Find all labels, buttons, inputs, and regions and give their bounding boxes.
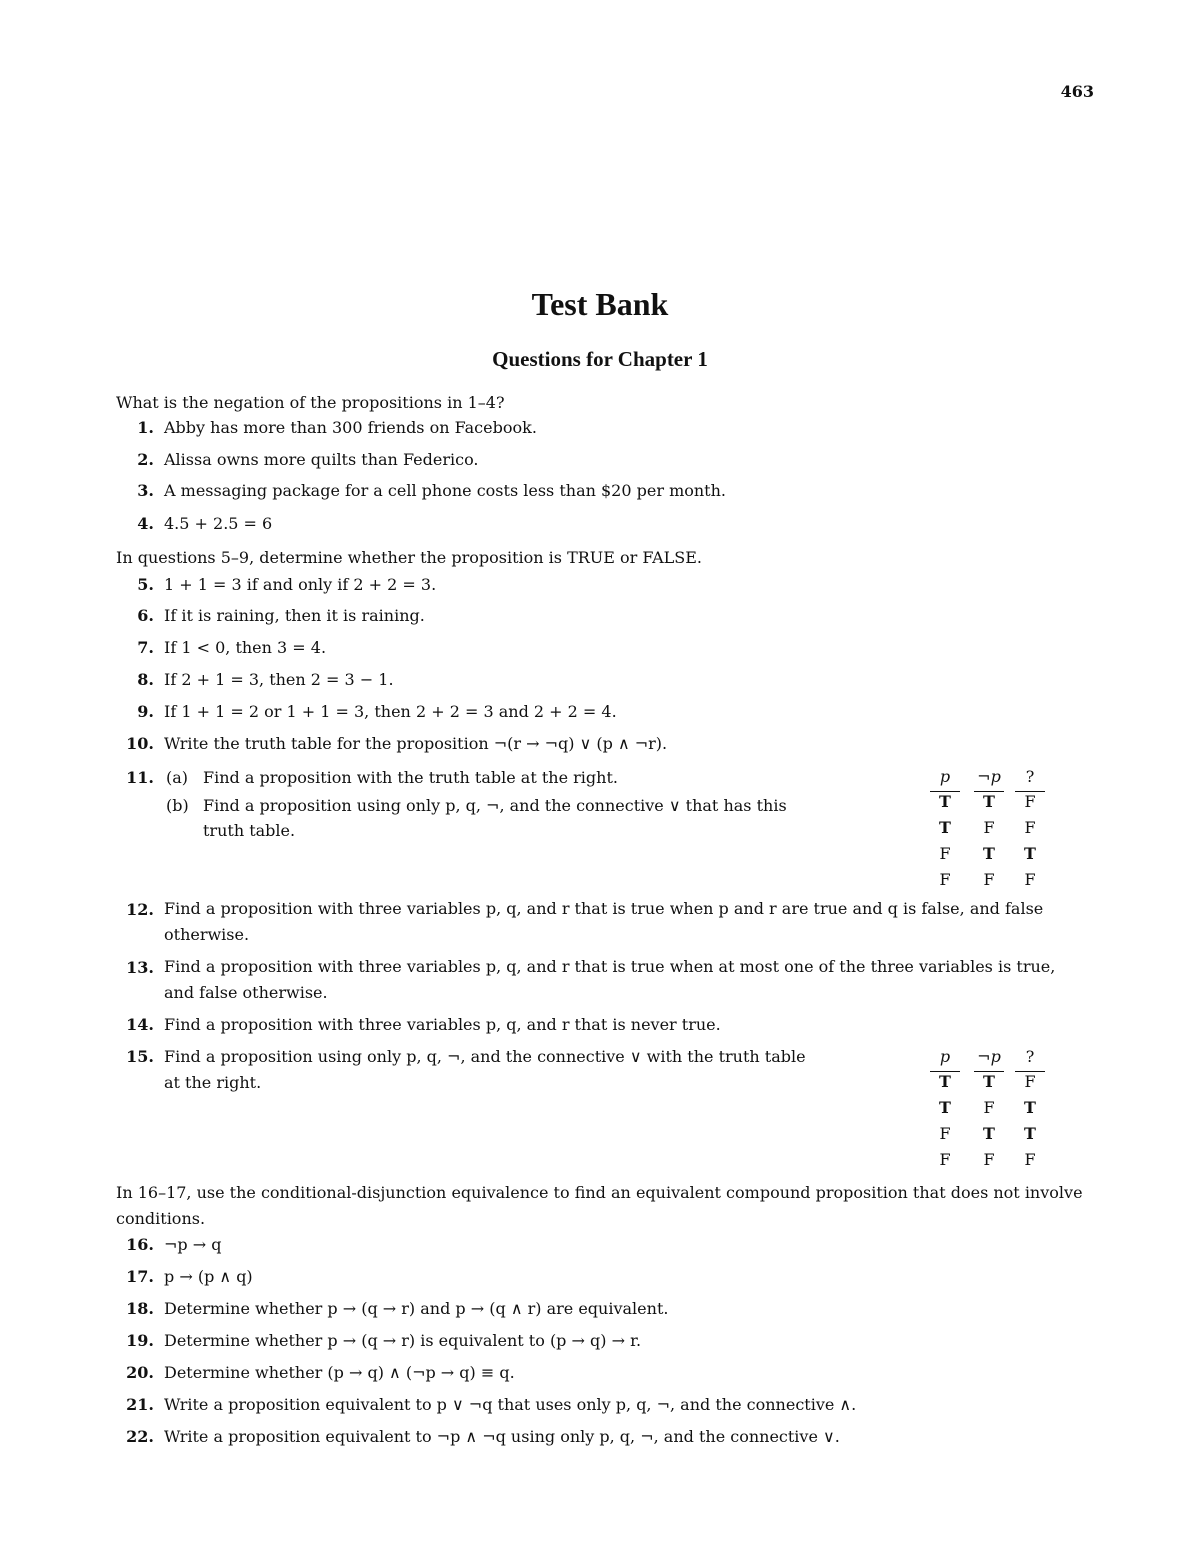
question-text: Determine whether p → (q → r) is equivalent to (p → q) → r. <box>164 1331 642 1350</box>
part-b-label: (b) <box>166 796 189 815</box>
table-cell: F <box>983 870 995 889</box>
part-a-label: (a) <box>166 768 189 787</box>
table-cell: T <box>1024 1124 1036 1143</box>
part-b-text-continued: truth table. <box>203 821 296 840</box>
table-cell: T <box>1024 844 1036 863</box>
question-number: 7. <box>137 638 154 657</box>
header-cell: ¬p <box>977 1047 1001 1066</box>
question-number: 8. <box>137 670 154 689</box>
table-cell: T <box>939 1098 951 1117</box>
question-number: 9. <box>137 702 154 721</box>
question-number: 6. <box>137 606 154 625</box>
page-title: Test Bank <box>531 286 669 322</box>
question-number: 2. <box>137 450 154 469</box>
question-text: If it is raining, then it is raining. <box>164 606 425 625</box>
table-cell: T <box>983 1124 995 1143</box>
table-cell: T <box>983 1072 995 1091</box>
question-text: Write a proposition equivalent to p ∨ ¬q that uses only p, q, ¬, and the connective ∧. <box>164 1395 857 1414</box>
intro-truth-values: In questions 5–9, determine whether the proposition is TRUE or FALSE. <box>116 548 703 567</box>
header-cell: ? <box>1025 767 1035 786</box>
question-number: 4. <box>137 514 154 533</box>
page-number: 463 <box>1060 82 1094 101</box>
question-text: 1 + 1 = 3 if and only if 2 + 2 = 3. <box>164 575 437 594</box>
question-number: 13. <box>126 958 154 977</box>
table-cell: F <box>939 844 951 863</box>
question-text: Write the truth table for the proposition ¬(r → ¬q) ∨ (p ∧ ¬r). <box>164 734 668 753</box>
table-cell: F <box>939 1124 951 1143</box>
question-text: Find a proposition with three variables p, q, and r that is never true. <box>164 1015 721 1034</box>
question-number: 15. <box>126 1047 154 1066</box>
table-cell: T <box>939 1072 951 1091</box>
question-text: p → (p ∧ q) <box>164 1267 253 1286</box>
question-number: 16. <box>126 1235 154 1254</box>
table-cell: T <box>983 844 995 863</box>
table-cell: F <box>983 1150 995 1169</box>
question-number: 14. <box>126 1015 154 1034</box>
question-text: Find a proposition with three variables p, q, and r that is true when at most one of the three variables is true, and false otherwise. <box>164 957 1056 1002</box>
question-number: 18. <box>126 1299 154 1318</box>
question-number: 19. <box>126 1331 154 1350</box>
table-cell: T <box>983 792 995 811</box>
header-cell: p <box>939 767 951 786</box>
part-b-text: Find a proposition using only p, q, ¬, and the connective ∨ that has this <box>203 796 787 815</box>
question-text: 4.5 + 2.5 = 6 <box>164 514 273 533</box>
table-cell: F <box>939 870 951 889</box>
part-a-text: Find a proposition with the truth table at the right. <box>203 768 618 787</box>
table-cell: F <box>983 818 995 837</box>
header-cell: p <box>939 1047 951 1066</box>
question-text: Abby has more than 300 friends on Facebook. <box>164 418 537 437</box>
header-cell: ? <box>1025 1047 1035 1066</box>
question-text: If 1 < 0, then 3 = 4. <box>164 638 327 657</box>
question-text: Determine whether (p → q) ∧ (¬p → q) ≡ q. <box>164 1363 515 1382</box>
question-number: 3. <box>137 481 154 500</box>
table-cell: F <box>1024 1072 1036 1091</box>
question-number: 20. <box>126 1363 154 1382</box>
intro-conditional: In 16–17, use the conditional-disjunction equivalence to find an equivalent compound proposition that does not involve conditions. <box>116 1183 1083 1228</box>
table-cell: F <box>983 1098 995 1117</box>
question-text: Write a proposition equivalent to ¬p ∧ ¬q using only p, q, ¬, and the connective ∨. <box>164 1427 840 1446</box>
question-text: ¬p → q <box>164 1235 222 1254</box>
table-cell: T <box>1024 1098 1036 1117</box>
question-text: Find a proposition using only p, q, ¬, and the connective ∨ with the truth table <box>164 1047 806 1066</box>
question-number: 17. <box>126 1267 154 1286</box>
question-number: 22. <box>126 1427 154 1446</box>
header-cell: ¬p <box>977 767 1001 786</box>
question-text: If 1 + 1 = 2 or 1 + 1 = 3, then 2 + 2 = 3 and 2 + 2 = 4. <box>164 702 617 721</box>
question-text: Alissa owns more quilts than Federico. <box>164 450 479 469</box>
table-cell: F <box>1024 1150 1036 1169</box>
question-number: 21. <box>126 1395 154 1414</box>
table-cell: F <box>939 1150 951 1169</box>
table-cell: F <box>1024 818 1036 837</box>
question-number: 10. <box>126 734 154 753</box>
table-cell: T <box>939 818 951 837</box>
intro-negation: What is the negation of the propositions in 1–4? <box>116 393 505 412</box>
table-cell: F <box>1024 870 1036 889</box>
table-cell: T <box>939 792 951 811</box>
question-number: 5. <box>137 575 154 594</box>
question-number: 11. <box>126 768 154 787</box>
question-text: If 2 + 1 = 3, then 2 = 3 − 1. <box>164 670 394 689</box>
table-cell: F <box>1024 792 1036 811</box>
question-number: 1. <box>137 418 154 437</box>
question-text: Find a proposition with three variables p, q, and r that is true when p and r are true and q is false, and false otherwise. <box>164 899 1044 944</box>
question-text: A messaging package for a cell phone costs less than $20 per month. <box>164 481 726 500</box>
chapter-subtitle: Questions for Chapter 1 <box>492 347 708 371</box>
question-number: 12. <box>126 900 154 919</box>
question-text-continued: at the right. <box>164 1073 262 1092</box>
question-text: Determine whether p → (q → r) and p → (q ∧ r) are equivalent. <box>164 1299 669 1318</box>
